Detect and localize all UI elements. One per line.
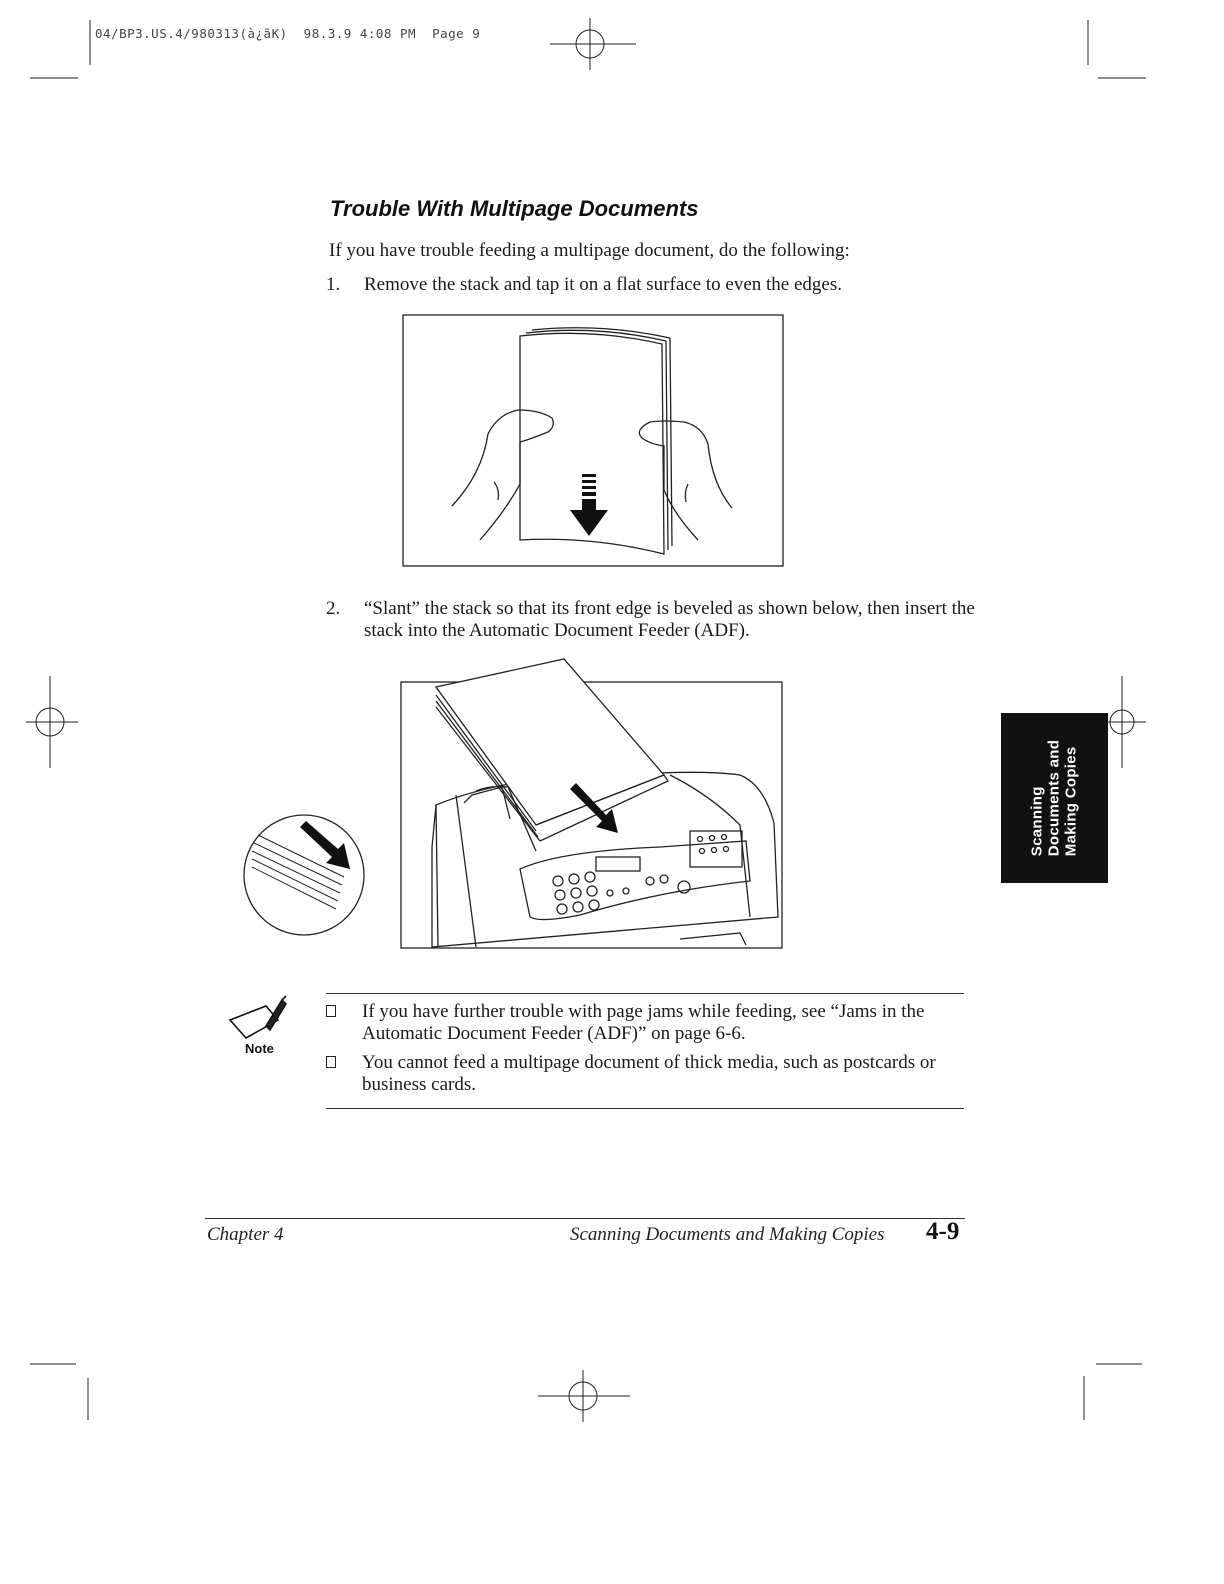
intro-paragraph: If you have trouble feeding a multipage document, do the following:	[329, 240, 850, 261]
tab-line: Making Copies	[1062, 746, 1080, 857]
detail-inset	[244, 815, 364, 935]
footer-section: Scanning Documents and Making Copies	[570, 1224, 885, 1245]
step-text: “Slant” the stack so that its front edge is beveled as shown below, then insert the stack into the Automatic Document Feeder (ADF).	[364, 598, 975, 641]
section-heading: Trouble With Multipage Documents	[330, 196, 699, 221]
note-item-text: If you have further trouble with page jams while feeding, see “Jams in the Automatic Document Feeder (ADF)” on page 6-6.	[362, 1001, 925, 1044]
footer-chapter: Chapter 4	[207, 1224, 284, 1245]
step-number: 2.	[326, 598, 341, 619]
note-label: Note	[245, 1041, 274, 1056]
note-top-rule	[326, 993, 964, 994]
checkbox-bullet-icon	[326, 1056, 336, 1068]
page-number: 4-9	[926, 1218, 960, 1245]
chapter-thumb-tab	[1001, 713, 1108, 883]
footer-rule	[205, 1218, 965, 1219]
tab-line: Scanning	[1028, 786, 1046, 857]
note-bottom-rule	[326, 1108, 964, 1109]
print-slug: 04/BP3.US.4/980313(à¿ãK) 98.3.9 4:08 PM Page 9	[95, 26, 481, 41]
note-pencil-icon	[226, 990, 290, 1040]
figure-insert-adf	[240, 655, 788, 955]
figure-tap-stack	[402, 314, 786, 570]
step-text: Remove the stack and tap it on a flat surface to even the edges.	[364, 274, 842, 295]
tab-line: Documents and	[1045, 739, 1063, 857]
step-number: 1.	[326, 274, 341, 295]
note-item-text: You cannot feed a multipage document of thick media, such as postcards or business cards.	[362, 1052, 936, 1095]
checkbox-bullet-icon	[326, 1005, 336, 1017]
